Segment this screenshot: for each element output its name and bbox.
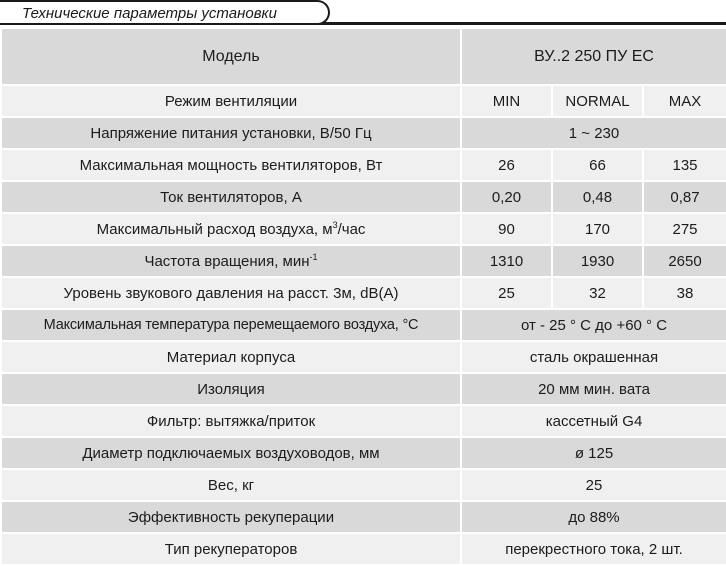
table-row xyxy=(1,373,726,405)
row-label: Эффективность рекуперации xyxy=(1,501,461,533)
table-row xyxy=(1,341,726,373)
row-label: Материал корпуса xyxy=(1,341,461,373)
section-title-tab xyxy=(0,0,726,30)
table-row xyxy=(1,149,726,181)
cell-min: 25 xyxy=(461,277,552,309)
cell-value: 20 мм мин. вата xyxy=(461,373,726,405)
table-row xyxy=(1,213,726,245)
table-header-row xyxy=(1,28,726,85)
row-label xyxy=(1,245,461,277)
cell-normal: 170 xyxy=(552,213,643,245)
spec-table xyxy=(0,27,726,566)
superscript: -1 xyxy=(309,251,318,262)
table-row xyxy=(1,469,726,501)
title-pill xyxy=(0,0,330,25)
row-label: Фильтр: вытяжка/приток xyxy=(1,405,461,437)
table-row xyxy=(1,533,726,565)
cell-min: 90 xyxy=(461,213,552,245)
row-label: Изоляция xyxy=(1,373,461,405)
table-row xyxy=(1,245,726,277)
cell-normal: 66 xyxy=(552,149,643,181)
cell-min: 0,20 xyxy=(461,181,552,213)
cell-max: 2650 xyxy=(643,245,726,277)
cell-max: MAX xyxy=(643,85,726,117)
table-row xyxy=(1,181,726,213)
table-row xyxy=(1,277,726,309)
cell-value: перекрестного тока, 2 шт. xyxy=(461,533,726,565)
cell-value: кассетный G4 xyxy=(461,405,726,437)
header-label: Модель xyxy=(1,28,461,85)
cell-value: сталь окрашенная xyxy=(461,341,726,373)
cell-value: от - 25 ° C до +60 ° C xyxy=(461,309,726,341)
cell-max: 38 xyxy=(643,277,726,309)
cell-value: до 88% xyxy=(461,501,726,533)
cell-normal: 32 xyxy=(552,277,643,309)
row-label: Ток вентиляторов, А xyxy=(1,181,461,213)
superscript: 3 xyxy=(332,219,338,230)
cell-normal: 1930 xyxy=(552,245,643,277)
row-label: Максимальная мощность вентиляторов, Вт xyxy=(1,149,461,181)
table-row xyxy=(1,85,726,117)
cell-value: 1 ~ 230 xyxy=(461,117,726,149)
cell-min: MIN xyxy=(461,85,552,117)
row-label: Тип рекуператоров xyxy=(1,533,461,565)
row-label: Напряжение питания установки, В/50 Гц xyxy=(1,117,461,149)
table-row xyxy=(1,501,726,533)
cell-max: 275 xyxy=(643,213,726,245)
table-row xyxy=(1,309,726,341)
cell-normal: 0,48 xyxy=(552,181,643,213)
cell-min: 1310 xyxy=(461,245,552,277)
cell-value: 25 xyxy=(461,469,726,501)
cell-max: 0,87 xyxy=(643,181,726,213)
table-row xyxy=(1,405,726,437)
section-title: Технические параметры установки xyxy=(22,5,277,22)
row-label: Максимальная температура перемещаемого воздуха, °C xyxy=(1,309,461,341)
row-label: Вес, кг xyxy=(1,469,461,501)
row-label-tail: /час xyxy=(337,220,366,238)
table-row xyxy=(1,117,726,149)
cell-min: 26 xyxy=(461,149,552,181)
table-row xyxy=(1,437,726,469)
row-label: Уровень звукового давления на расст. 3м, dB(A) xyxy=(1,277,461,309)
cell-normal: NORMAL xyxy=(552,85,643,117)
row-label: Режим вентиляции xyxy=(1,85,461,117)
row-label-text: Максимальный расход воздуха, м xyxy=(96,220,333,238)
cell-max: 135 xyxy=(643,149,726,181)
row-label xyxy=(1,213,461,245)
header-model: ВУ..2 250 ПУ ЕС xyxy=(461,28,726,85)
row-label: Диаметр подключаемых воздуховодов, мм xyxy=(1,437,461,469)
row-label-text: Частота вращения, мин xyxy=(144,252,310,270)
cell-value: ø 125 xyxy=(461,437,726,469)
